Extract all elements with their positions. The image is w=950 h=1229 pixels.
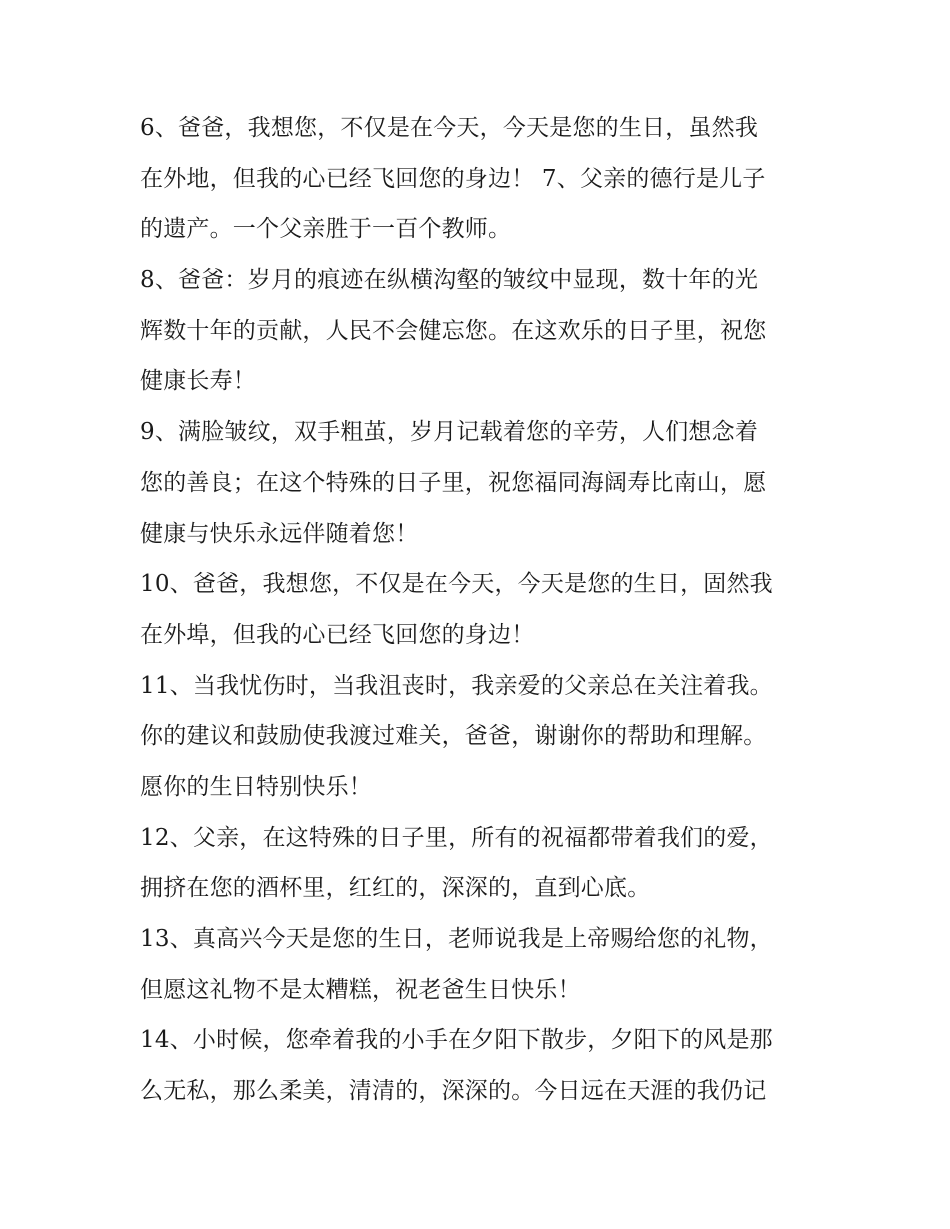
text-line: 健康长寿！ (140, 368, 256, 395)
text-line: 你的建议和鼓励使我渡过难关，爸爸，谢谢你的帮助和理解。 (140, 723, 767, 750)
text-line: 您的善良；在这个特殊的日子里，祝您福同海阔寿比南山，愿 (140, 469, 767, 496)
text-line: 但愿这礼物不是太糟糕，祝老爸生日快乐！ (140, 976, 581, 1003)
text-line: 10、爸爸，我想您，不仅是在今天，今天是您的生日，固然我 (140, 571, 773, 598)
text-line: 12、父亲，在这特殊的日子里，所有的祝福都带着我们的爱， (140, 824, 773, 851)
text-line: 8、爸爸：岁月的痕迹在纵横沟壑的皱纹中显现，数十年的光 (140, 267, 759, 294)
text-line: 14、小时候，您牵着我的小手在夕阳下散步，夕阳下的风是那 (140, 1027, 773, 1054)
text-line: 么无私，那么柔美，清清的，深深的。今日远在天涯的我仍记 (140, 1078, 767, 1105)
text-line: 11、当我忧伤时，当我沮丧时，我亲爱的父亲总在关注着我。 (140, 672, 773, 699)
text-line: 拥挤在您的酒杯里，红红的，深深的，直到心底。 (140, 875, 651, 902)
text-line: 的遗产。一个父亲胜于一百个教师。 (140, 216, 512, 243)
text-line: 9、满脸皱纹，双手粗茧，岁月记载着您的辛劳，人们想念着 (140, 419, 759, 446)
text-line: 愿你的生日特别快乐！ (140, 773, 372, 800)
document-page (140, 103, 820, 1117)
text-line: 6、爸爸，我想您，不仅是在今天，今天是您的生日，虽然我 (140, 115, 759, 141)
text-line: 在外埠，但我的心已经飞回您的身边！ (140, 621, 535, 648)
text-line: 健康与快乐永远伴随着您！ (140, 520, 419, 547)
text-line: 13、真高兴今天是您的生日，老师说我是上帝赐给您的礼物， (140, 926, 773, 952)
text-line: 辉数十年的贡献，人民不会健忘您。在这欢乐的日子里，祝您 (140, 317, 767, 344)
text-line: 在外地，但我的心已经飞回您的身边！ 7、父亲的德行是儿子 (140, 165, 766, 192)
